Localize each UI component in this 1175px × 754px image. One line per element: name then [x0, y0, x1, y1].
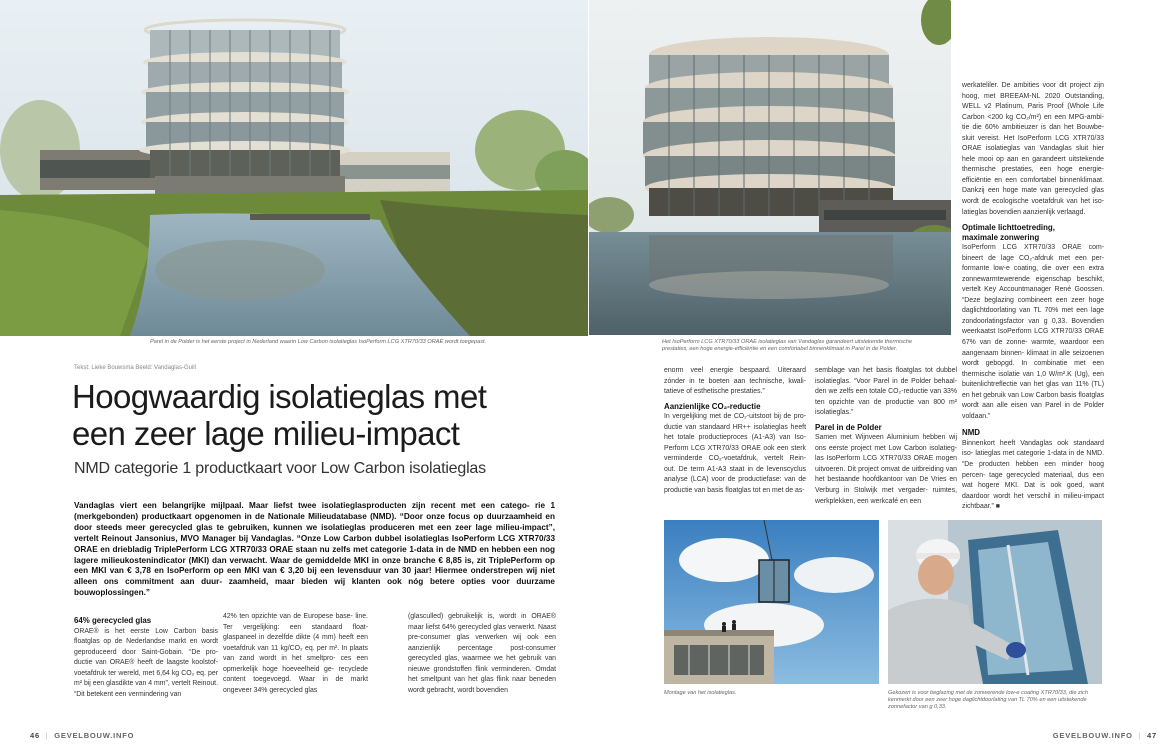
footer-left-separator: | — [42, 731, 52, 740]
col6-text-a: werkateliler. De ambities voor dit project zijn hoog, met BREEAM-NL 2020 Outstanding, WELL v2 Platinum, Paris Proof (Whole Life Carbon <200 kg CO₂/m²) en een MPG-ambi- tie die 60% ambitieuzer is dan het Bouwbe- sluit vereist. Het IsoPerform LCG XTR70/33 ORAE isolatieglas van Vandaglas sluit hier hele mooi op aan en garandeert uitstekende thermische prestaties, een hoge energie- efficiëntie en een comfortabel binnenklimaat. Dankzij een hoge mate van gerecycled glas wordt de ecologische voetafdruk van het iso- latieglas bovendien aanzienlijk verlaagd. — [962, 82, 1104, 216]
worker-photo — [888, 520, 1102, 684]
article-title-line1: Hoogwaardig isolatieglas met — [72, 378, 487, 415]
heading-nmd: NMD — [962, 428, 980, 438]
col4-text-a: enorm veel energie bespaard. Uiteraard zónder in te boeten aan technische, kwali- tatieve of esthetische prestaties.” — [664, 367, 806, 396]
body-column-3 — [408, 612, 556, 696]
col5-text-a: semblage van het basis floatglas tot dubbel isolatieglas. “Voor Parel in de Polder behaal- den we zelfs een totale CO₂-reductie van 33% ten opzichte van de productie van 800 m² isolatieglas.” — [815, 367, 957, 417]
article-title-line2: een zeer lage milieu-impact — [72, 415, 460, 452]
heading-parel-polder: Parel in de Polder — [815, 422, 882, 432]
page-number-left: 46 — [30, 731, 40, 740]
body-column-2 — [223, 612, 368, 696]
lead-paragraph: Vandaglas viert een belangrijke mijlpaal. Maar liefst twee isolatieglasproducten zijn recent met een catego- rie 1 (merkgebonden) productkaart opgenomen in de Nationale Milieudatabase (NMD). “Door onze focus op duurzaamheid en door steeds meer gerecycled glas te gebruiken, kunnen we isolatieglas produceren met een zeer lage milieu-impact”, vertelt Reinout Jansonius, MVO Manager bij Vandaglas. “Onze Low Carbon dubbel isolatieglas IsoPerform LCG XTR70/33 ORAE en driebladig TriplePerform LCG XTR70/33 ORAE staan nu zelfs met categorie 1-data in de NMD en hebben een nog lagere milieukostenindicator (MKI) dan verwacht. Waar de gemiddelde MKI in onze branche € 8,85 is, zit TriplePerform op een MKI van € 3,78 en IsoPerform op een MKI van € 3,20 bij een levensduur van 30 jaar! Hiermee onderstrepen wij niet alleen ons commitment aan duur- zaamheid, maar bieden wij klanten ook nóg betere opties voor duurzame bouwoplossingen.” — [74, 501, 555, 598]
body-column-5 — [815, 366, 957, 507]
footer-left — [30, 731, 134, 740]
col5-text-b: Samen met Wijnveen Aluminium hebben wij ons eerste project met Low Carbon isolatieg- las IsoPerform LCG XTR70/33 ORAE mogen uitvoeren. Dit project omvat de uitbreiding van het bestaande hoofdkantoor van De Vries en Verburg in Stolwijk met vergader- ruimtes, werkplekken, een werkcafé en een — [815, 434, 957, 505]
site-name-right: GEVELBOUW.INFO — [1052, 731, 1133, 740]
col1-text: ORAE® is het eerste Low Carbon basis floatglas op de Nederlandse markt en wordt geproduceerd door Saint-Gobain. “De pro- ductie van ORAE® heeft de laagste koolstof- voetafdruk ter wereld, met 6,64 kg CO₂ eq. per m² bij een glasdikte van 4 mm”, vertelt Reinout. “Dit betekent een vermindering van — [74, 627, 218, 698]
photo2-caption: Het IsoPerform LCG XTR70/33 ORAE isolatieglas van Vandaglas garandeert uitstekende thermische prestaties, een hoge energie-efficiëntie en een comfortabel binnenklimaat in Parel in de Polder. — [662, 339, 913, 352]
col2-text: 42% ten opzichte van de Europese base- line. Ter vergelijking: een standaard float- glaspaneel in dezelfde dikte (4 mm) heeft een voetafdruk van 11 kg/CO₂ eq. per m². In plaats van zand wordt in het smeltpro- ces een opmerkelijk hoge hoeveelheid ge- recyclede content toegevoegd. Waar in de markt ongeveer 34% gerecycled glas — [223, 613, 368, 694]
site-name-left: GEVELBOUW.INFO — [54, 731, 135, 740]
body-column-4 — [664, 366, 806, 497]
photo3-caption: Montage van het isolatieglas. — [664, 690, 737, 696]
credit-line: Tekst: Lieke Bouwsma Beeld: Vandaglas-Guill — [74, 365, 196, 371]
worker-photo-image — [888, 520, 1102, 684]
col3-text: (glasculled) gebruikelijk is, wordt in ORAE® maar liefst 64% gerecycled glas verwerkt. Naast pre-consumer glas verwerken wij ook een aanzienlijk percentage post-consumer gerecycled glas, waarmee we het gebruik van nieuwe grondstoffen flink verminderen. Omdat het smeltpunt van het glas flink naar beneden wordt gebracht, wordt bovendien — [408, 613, 556, 694]
heading-max-shading: maximale zonwering — [962, 233, 1040, 243]
body-column-6 — [962, 81, 1104, 513]
footer-right — [1053, 731, 1157, 740]
building-photo-left-image — [0, 0, 588, 336]
photo4-caption: Gekozen is voor beglazing met de zonwerende low-e coating XTR70/33, die zich kenmerkt door een zeer hoge daglichtdoorlating van TL 70% en een uitstekende zonnefactor van g 0,33. — [888, 690, 1088, 710]
montage-photo-image — [664, 520, 879, 684]
heading-recycled-glass: 64% gerecycled glas — [74, 616, 152, 625]
building-photo-right — [589, 0, 951, 335]
col6-text-b: IsoPerform LCG XTR70/33 ORAE com- bineert de lage CO₂-afdruk met een per- formante low-e coating, die over een extra zonnewarmtewerende eigenschap beschikt, vertelt Key Accountmanager René Goossen. “Deze beglazing combineert een zeer hoge daglichtdoorlating van TL 70% met een lage zondoorlatingsfactor van g 0,33. Bovendien weerkaatst IsoPerform LCG XTR70/33 ORAE 67% van de zonne- warmte, waardoor een aangenaam binnen- klimaat in alle seizoenen wordt gebορgd. In combinatie met een thermische isolatie van 1,0 W/m².K (Ug), een buitenlichtreflectie van het glas van 11% (TL) en het gebruik van Low Carbon basis floatglas wordt aan alle eisen van Parel in de Polder voldaan.” — [962, 244, 1104, 420]
body-column-1 — [74, 616, 218, 700]
col4-text-b: In vergelijking met de CO₂-uitstoot bij de pro- ductie van standaard HR++ isolatieglas heeft het totale productieproces (A1-A3) van Iso- Perform LCG XTR70/33 ORAE ook een sterk verminderde CO₂-voetafdruk, vertelt Rein- out. De term A1-A3 staat in de levenscyclus analyse (LCA) voor de productiefase: van de productie van basis floatglas tot en met de as- — [664, 413, 806, 494]
photo1-caption: Parel in de Polder is het eerste project in Nederland waarin Low Carbon isolatieglas IsoPerform LCG XTR70/33 ORAE wordt toegepast. — [150, 339, 487, 345]
building-photo-right-image — [589, 0, 951, 335]
col6-text-c: Binnenkort heeft Vandaglas ook standaard iso- latieglas met categorie 1-data in de NMD. “De producten hebben een minder hoog percen- tage gerecycled materiaal, dus een wat hogere MKI. Dat is ook goed, want daardoor wordt het verschil in milieu-impact zichtbaar.” ■ — [962, 439, 1104, 511]
heading-optimal-light: Optimale lichttoetreding, — [962, 223, 1055, 233]
building-photo-left — [0, 0, 588, 336]
page-number-right: 47 — [1147, 731, 1157, 740]
montage-photo — [664, 520, 879, 684]
heading-co2-reduction: Aanzienlijke CO₂-reductie — [664, 401, 761, 411]
article-subtitle: NMD categorie 1 productkaart voor Low Carbon isolatieglas — [74, 460, 486, 477]
footer-right-separator: | — [1135, 731, 1145, 740]
